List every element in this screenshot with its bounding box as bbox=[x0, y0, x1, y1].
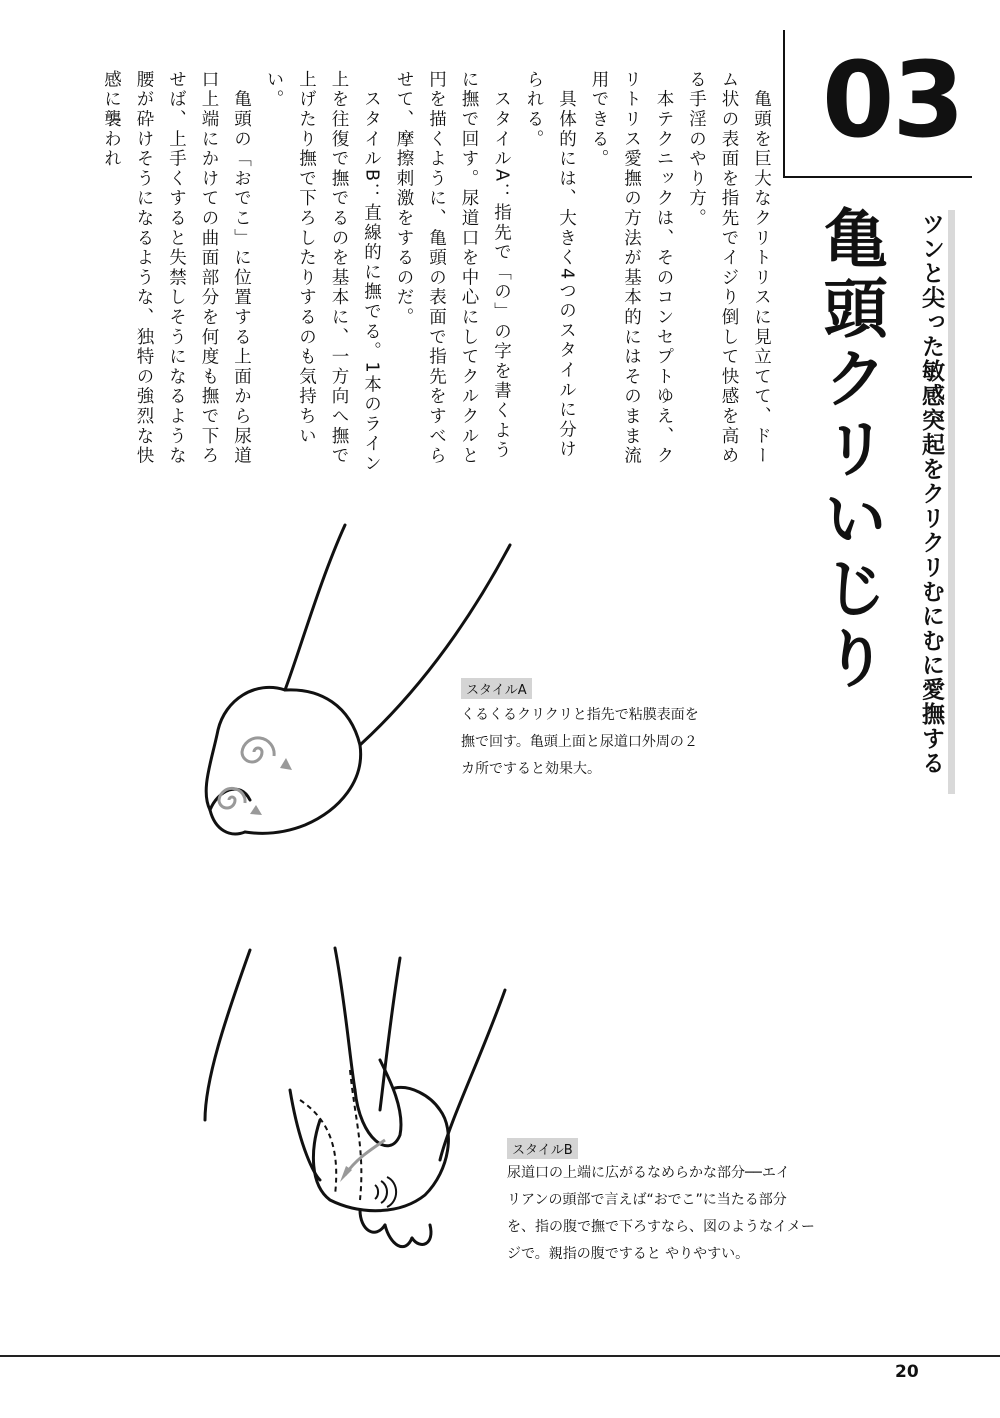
body-paragraph-1: 亀頭を巨大なクリトリスに見立てて、ドーム状の表面を指先でイジり倒して快感を高める手淫のやり方。 bbox=[686, 70, 772, 466]
body-text bbox=[95, 70, 778, 475]
caption-b-text bbox=[507, 1160, 815, 1268]
caption-a-text bbox=[461, 702, 699, 783]
subtitle-bar bbox=[948, 210, 955, 794]
page-title: 亀頭クリいじり bbox=[812, 205, 887, 695]
caption-b-line: 尿道口の上端に広がるなめらかな部分──エイ bbox=[507, 1165, 790, 1181]
body-paragraph-6: 亀頭の「おでこ」に位置する上面から尿道口上端にかけての曲面部分を何度も撫で下ろせば、上手くすると失禁しそうになるような腰が砕けそうになるような、独特の強烈な快感に襲われ bbox=[101, 70, 252, 466]
body-paragraph-2: 本テクニックは、そのコンセプトゆえ、クリトリス愛撫の方法が基本的にはそのまま流用できる。 bbox=[589, 70, 674, 466]
caption-a-line: くるくるクリクリと指先で粘膜表面を bbox=[461, 707, 699, 723]
caption-a-label: スタイルA bbox=[461, 678, 532, 699]
caption-b-line: リアンの頭部で言えば“おでこ”に当たる部分 bbox=[507, 1192, 787, 1208]
page-number: 20 bbox=[895, 1362, 919, 1382]
caption-b-line: を、指の腹で撫で下ろすなら、図のようなイメー bbox=[507, 1219, 815, 1235]
page-subtitle: ツンと尖った敏感突起をクリクリむにむに愛撫する bbox=[918, 212, 944, 776]
body-paragraph-5: スタイルB：直線的に撫でる。1本のライン上を往復で撫でるのを基本に、一方向へ撫で上げたり撫で下ろしたりするのも気持ちいい。 bbox=[264, 70, 382, 474]
caption-a-line: 撫で回す。亀頭上面と尿道口外周の２ bbox=[461, 734, 698, 750]
caption-b-line: ジで。親指の腹ですると やりやすい。 bbox=[507, 1246, 750, 1262]
section-number: 03 bbox=[822, 39, 963, 161]
body-paragraph-3: 具体的には、大きく4つのスタイルに分けられる。 bbox=[524, 70, 577, 460]
body-paragraph-4: スタイルA：指先で「の」の字を書くように撫で回す。尿道口を中心にしてクルクルと円を描くように、亀頭の表面で指先をすべらせて、摩擦刺激をするのだ。 bbox=[394, 70, 512, 466]
footer-divider bbox=[0, 1355, 1000, 1357]
caption-a-line: カ所ですると効果大。 bbox=[461, 761, 601, 777]
caption-b-label: スタイルB bbox=[507, 1138, 578, 1159]
